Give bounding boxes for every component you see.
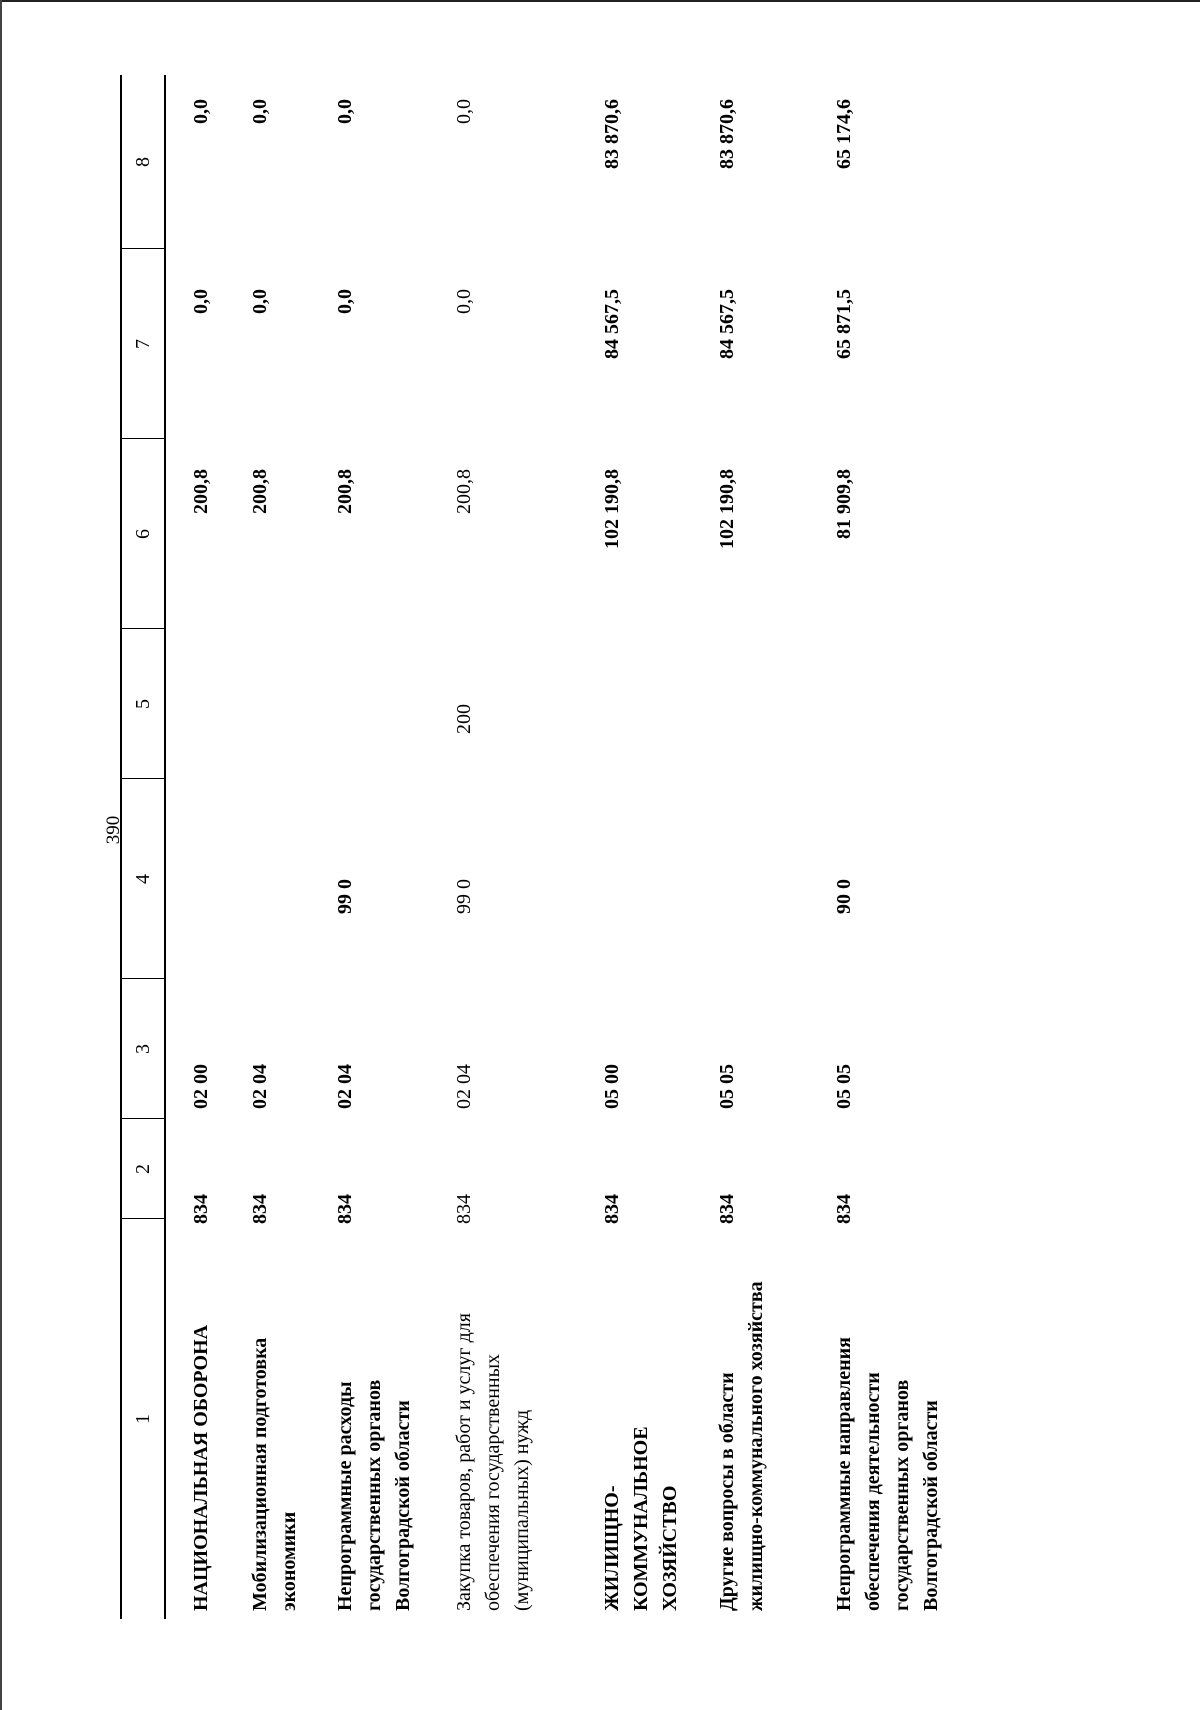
row-name: Непрограммные расходы государственных органов Волгоградской области: [334, 1379, 414, 1611]
row-name: Другие вопросы в области жилищно-коммунального хозяйства: [716, 1281, 767, 1611]
scan-edge-top: [0, 0, 1200, 2]
col-header-6: 6: [132, 529, 154, 539]
row-value-8: 0,0: [249, 99, 271, 124]
row-razdel: 02 04: [453, 1064, 475, 1109]
row-value-8: 83 870,6: [601, 99, 623, 169]
col-header-7: 7: [132, 339, 154, 349]
row-value-7: 0,0: [249, 289, 271, 314]
row-csr: 99 0: [334, 879, 356, 914]
col-header-1: 1: [132, 1414, 154, 1424]
row-name: Мобилизационная подготовка экономики: [249, 1337, 300, 1611]
row-name: Закупка товаров, работ и услуг для обеспечения государственных (муниципальных) нужд: [453, 1313, 533, 1611]
row-value-7: 84 567,5: [601, 289, 623, 359]
row-razdel: 05 00: [601, 1064, 623, 1109]
col-header-2: 2: [132, 1164, 154, 1174]
scan-edge-left: [0, 0, 2, 1710]
row-value-7: 65 871,5: [833, 289, 855, 359]
row-razdel: 02 04: [249, 1064, 271, 1109]
row-ved: 834: [453, 1194, 475, 1224]
row-value-6: 200,8: [334, 469, 356, 514]
col-header-8: 8: [132, 157, 154, 167]
row-value-6: 200,8: [453, 469, 475, 514]
row-value-6: 102 190,8: [716, 469, 738, 549]
row-ved: 834: [716, 1194, 738, 1224]
row-razdel: 05 05: [716, 1064, 738, 1109]
row-value-8: 65 174,6: [833, 99, 855, 169]
row-razdel: 02 04: [334, 1064, 356, 1109]
row-value-7: 84 567,5: [716, 289, 738, 359]
row-value-8: 0,0: [190, 99, 212, 124]
row-value-7: 0,0: [334, 289, 356, 314]
col-header-5: 5: [132, 699, 154, 709]
row-value-7: 0,0: [453, 289, 475, 314]
budget-table: [120, 75, 1165, 1619]
row-razdel: 05 05: [833, 1064, 855, 1109]
page-number: 390: [103, 815, 124, 845]
row-value-6: 200,8: [249, 469, 271, 514]
row-vr: 200: [453, 704, 475, 734]
col-header-3: 3: [132, 1044, 154, 1054]
row-name: НАЦИОНАЛЬНАЯ ОБОРОНА: [190, 1324, 212, 1611]
row-ved: 834: [833, 1194, 855, 1224]
col-header-4: 4: [132, 874, 154, 884]
row-ved: 834: [334, 1194, 356, 1224]
row-value-8: 0,0: [334, 99, 356, 124]
row-value-6: 102 190,8: [601, 469, 623, 549]
row-ved: 834: [190, 1194, 212, 1224]
row-csr: 99 0: [453, 879, 475, 914]
row-ved: 834: [601, 1194, 623, 1224]
row-name: Непрограммные направления обеспечения деятельности государственных органов Волгоградской области: [833, 1337, 942, 1611]
row-value-6: 200,8: [190, 469, 212, 514]
row-razdel: 02 00: [190, 1064, 212, 1109]
row-csr: 90 0: [833, 879, 855, 914]
row-value-6: 81 909,8: [833, 469, 855, 539]
row-ved: 834: [249, 1194, 271, 1224]
row-value-7: 0,0: [190, 289, 212, 314]
row-value-8: 83 870,6: [716, 99, 738, 169]
row-name: ЖИЛИЩНО-КОММУНАЛЬНОЕ ХОЗЯЙСТВО: [601, 1426, 681, 1611]
row-value-8: 0,0: [453, 99, 475, 124]
table-header: [120, 75, 166, 1619]
